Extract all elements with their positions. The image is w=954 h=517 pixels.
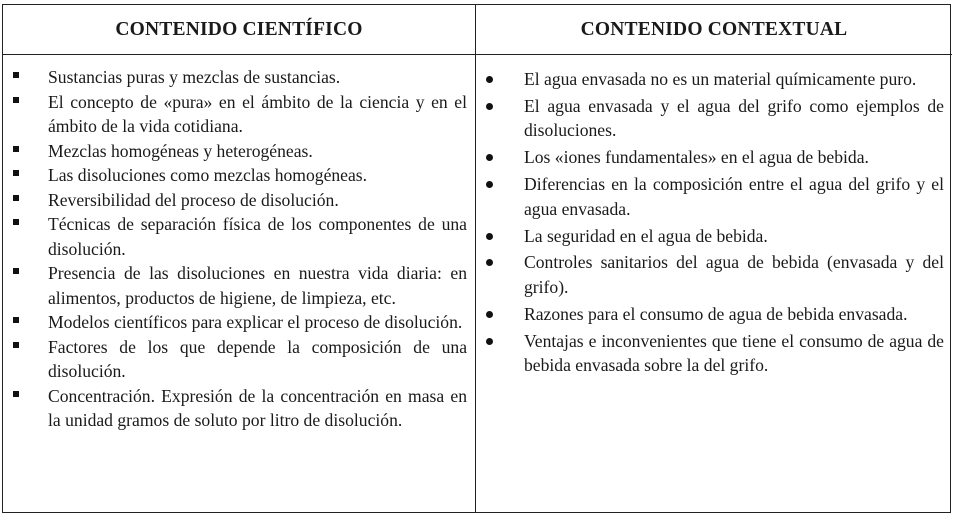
list-item: Controles sanitarios del agua de bebida (envasada y del grifo).	[484, 250, 944, 299]
contextual-column	[476, 55, 952, 512]
list-item: Reversibilidad del proceso de disolución.	[13, 188, 467, 213]
content-table	[2, 4, 951, 513]
round-bullet-icon	[486, 76, 493, 83]
list-item: La seguridad en el agua de bebida.	[484, 224, 944, 249]
round-bullet-icon	[486, 233, 493, 240]
square-bullet-icon	[13, 342, 19, 348]
list-item: Presencia de las disoluciones en nuestra vida diaria: en alimentos, productos de higiene, de limpieza, etc.	[13, 261, 467, 310]
list-item: El agua envasada y el agua del grifo como ejemplos de disoluciones.	[484, 94, 944, 143]
list-item: Diferencias en la composición entre el agua del grifo y el agua envasada.	[484, 172, 944, 221]
list-item: Modelos científicos para explicar el proceso de disolución.	[13, 310, 467, 335]
list-item: Las disoluciones como mezclas homogéneas.	[13, 163, 467, 188]
header-contenido-contextual: CONTENIDO CONTEXTUAL	[476, 5, 952, 55]
square-bullet-icon	[13, 317, 19, 323]
list-item: El concepto de «pura» en el ámbito de la ciencia y en el ámbito de la vida cotidiana.	[13, 90, 467, 139]
list-item: Concentración. Expresión de la concentración en masa en la unidad gramos de soluto por litro de disolución.	[13, 384, 467, 433]
list-item: Ventajas e inconvenientes que tiene el consumo de agua de bebida envasada sobre la del grifo.	[484, 329, 944, 378]
list-item: Sustancias puras y mezclas de sustancias.	[13, 65, 467, 90]
contextual-list	[484, 67, 944, 378]
list-item: Mezclas homogéneas y heterogéneas.	[13, 139, 467, 164]
list-item: Los «iones fundamentales» en el agua de bebida.	[484, 145, 944, 170]
square-bullet-icon	[13, 219, 19, 225]
list-item: Técnicas de separación física de los componentes de una disolución.	[13, 212, 467, 261]
round-bullet-icon	[486, 103, 493, 110]
square-bullet-icon	[13, 170, 19, 176]
round-bullet-icon	[486, 259, 493, 266]
square-bullet-icon	[13, 72, 19, 78]
list-item: Razones para el consumo de agua de bebida envasada.	[484, 302, 944, 327]
header-contenido-cientifico: CONTENIDO CIENTÍFICO	[3, 5, 476, 55]
cientifico-column	[3, 55, 476, 512]
square-bullet-icon	[13, 268, 19, 274]
square-bullet-icon	[13, 146, 19, 152]
round-bullet-icon	[486, 181, 493, 188]
square-bullet-icon	[13, 391, 19, 397]
list-item: El agua envasada no es un material químicamente puro.	[484, 67, 944, 92]
square-bullet-icon	[13, 97, 19, 103]
cientifico-list	[13, 65, 467, 433]
round-bullet-icon	[486, 338, 493, 345]
round-bullet-icon	[486, 154, 493, 161]
list-item: Factores de los que depende la composición de una disolución.	[13, 335, 467, 384]
square-bullet-icon	[13, 195, 19, 201]
round-bullet-icon	[486, 311, 493, 318]
